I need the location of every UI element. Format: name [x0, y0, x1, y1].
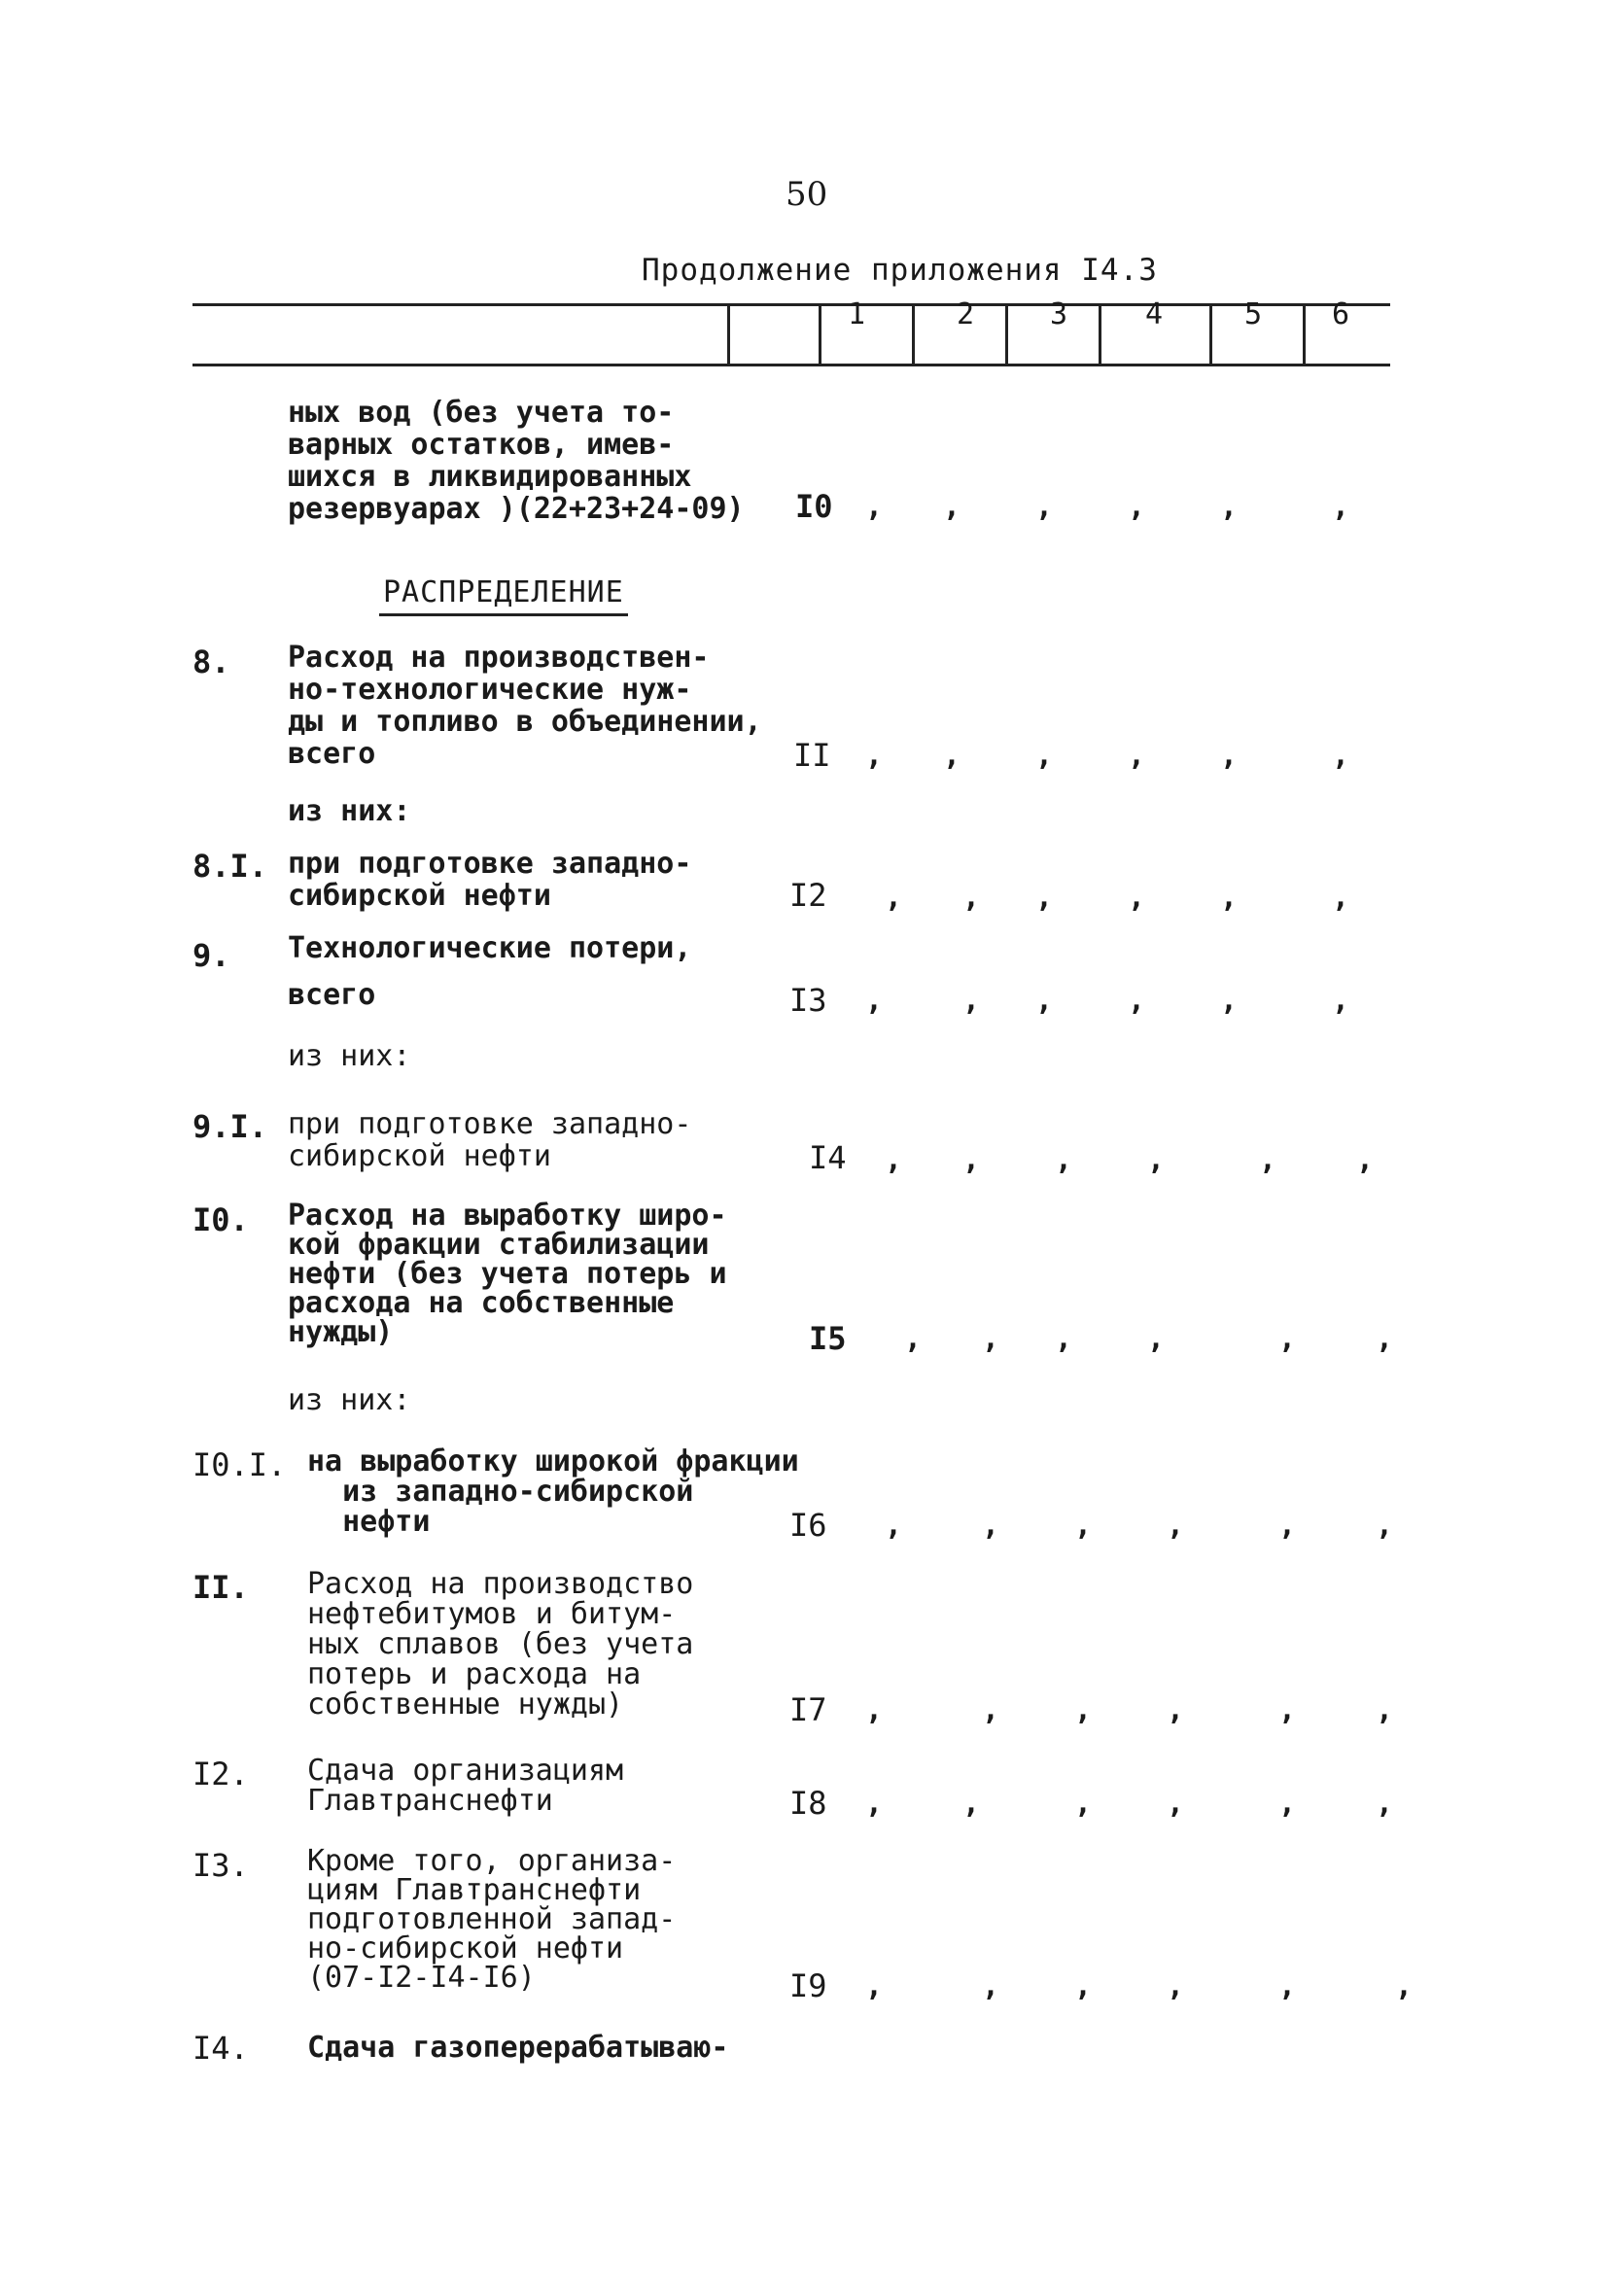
row-number: I3.	[192, 1847, 249, 1884]
row-number: II.	[192, 1569, 249, 1606]
header-divider	[1005, 303, 1008, 365]
section-heading: РАСПРЕДЕЛЕНИЕ	[379, 575, 628, 616]
value-placeholder: ,	[1035, 984, 1054, 1018]
value-placeholder: ,	[1332, 984, 1350, 1018]
row-code: I6	[789, 1507, 827, 1544]
column-header: 5	[1244, 297, 1263, 331]
value-placeholder: ,	[1128, 739, 1146, 773]
value-placeholder: ,	[865, 1693, 884, 1727]
row-number: I2.	[192, 1756, 249, 1792]
value-placeholder: ,	[1376, 1787, 1394, 1821]
value-placeholder: ,	[1055, 1143, 1073, 1177]
subheading: из них:	[288, 1383, 411, 1417]
row-text: Сдача организациям Главтранснефти	[307, 1754, 624, 1818]
value-placeholder: ,	[885, 1143, 903, 1177]
value-placeholder: ,	[982, 1322, 1000, 1356]
value-placeholder: ,	[1376, 1693, 1394, 1727]
value-placeholder: ,	[943, 490, 961, 524]
value-placeholder: ,	[982, 1693, 1000, 1727]
row-text: Расход на производство нефтебитумов и битум- ных сплавов (без учета потерь и расхода на собственные нужды)	[307, 1567, 694, 1722]
value-placeholder: ,	[962, 984, 981, 1018]
value-placeholder: ,	[943, 739, 961, 773]
row-code: I7	[789, 1691, 827, 1728]
row-code: I4	[809, 1139, 847, 1176]
header-divider	[1099, 303, 1101, 365]
subheading: из них:	[288, 1039, 411, 1073]
value-placeholder: ,	[1278, 1787, 1297, 1821]
value-placeholder: ,	[1220, 984, 1239, 1018]
value-placeholder: ,	[1220, 490, 1239, 524]
row-code: I8	[789, 1785, 827, 1822]
value-placeholder: ,	[1332, 490, 1350, 524]
header-divider	[1303, 303, 1306, 365]
row-code: I3	[789, 982, 827, 1019]
column-header: 2	[957, 297, 975, 331]
row-number: 9.I.	[192, 1108, 268, 1145]
value-placeholder: ,	[1074, 1787, 1093, 1821]
value-placeholder: ,	[885, 1509, 903, 1543]
value-placeholder: ,	[1128, 881, 1146, 915]
value-placeholder: ,	[1128, 490, 1146, 524]
value-placeholder: ,	[1395, 1969, 1414, 2003]
value-placeholder: ,	[962, 1787, 981, 1821]
value-placeholder: ,	[1147, 1143, 1166, 1177]
row-number: I4.	[192, 2030, 249, 2067]
value-placeholder: ,	[962, 881, 981, 915]
value-placeholder: ,	[1167, 1787, 1185, 1821]
value-placeholder: ,	[1220, 739, 1239, 773]
row-text: при подготовке западно- сибирской нефти	[288, 1107, 692, 1173]
value-placeholder: ,	[865, 1787, 884, 1821]
header-divider	[819, 303, 821, 365]
row-text: Технологические потери, всего	[288, 931, 692, 1012]
row-code: I0	[795, 488, 833, 525]
column-header: 6	[1332, 297, 1350, 331]
value-placeholder: ,	[1035, 881, 1054, 915]
value-placeholder: ,	[865, 490, 884, 524]
value-placeholder: ,	[865, 1969, 884, 2003]
row-text: Сдача газоперерабатываю-	[307, 2031, 729, 2065]
column-header: 1	[848, 297, 866, 331]
continuation-title: Продолжение приложения I4.3	[642, 253, 1158, 288]
value-placeholder: ,	[1278, 1322, 1297, 1356]
value-placeholder: ,	[982, 1509, 1000, 1543]
header-divider	[912, 303, 915, 365]
row-number: 9.	[192, 937, 230, 974]
value-placeholder: ,	[1278, 1693, 1297, 1727]
value-placeholder: ,	[1167, 1693, 1185, 1727]
value-placeholder: ,	[1376, 1509, 1394, 1543]
value-placeholder: ,	[1167, 1969, 1185, 2003]
value-placeholder: ,	[885, 881, 903, 915]
row-text: Кроме того, организа- циям Главтранснефти подготовленной запад- но-сибирской нефти (07-I2-I4-I6)	[307, 1844, 677, 1995]
row-number: I0.	[192, 1201, 249, 1238]
value-placeholder: ,	[1376, 1322, 1394, 1356]
row-number: 8.	[192, 644, 230, 680]
column-header: 4	[1145, 297, 1164, 331]
row-text: на выработку широкой фракции из западно-сибирской нефти	[307, 1444, 799, 1539]
page-number: 50	[786, 175, 828, 214]
value-placeholder: ,	[1147, 1322, 1166, 1356]
value-placeholder: ,	[1074, 1509, 1093, 1543]
value-placeholder: ,	[1356, 1143, 1375, 1177]
value-placeholder: ,	[1074, 1969, 1093, 2003]
value-placeholder: ,	[1074, 1693, 1093, 1727]
value-placeholder: ,	[962, 1143, 981, 1177]
header-divider	[727, 303, 730, 365]
value-placeholder: ,	[1332, 881, 1350, 915]
value-placeholder: ,	[904, 1322, 923, 1356]
value-placeholder: ,	[1278, 1969, 1297, 2003]
value-placeholder: ,	[1055, 1322, 1073, 1356]
value-placeholder: ,	[1278, 1509, 1297, 1543]
row-number: I0.I.	[192, 1446, 287, 1483]
value-placeholder: ,	[865, 984, 884, 1018]
row-code: II	[793, 737, 831, 774]
value-placeholder: ,	[1259, 1143, 1277, 1177]
value-placeholder: ,	[1332, 739, 1350, 773]
row-text: при подготовке западно- сибирской нефти	[288, 847, 692, 913]
row-text: Расход на выработку широ- кой фракции стабилизации нефти (без учета потерь и расхода на собственные нужды)	[288, 1199, 727, 1349]
row-number: 8.I.	[192, 848, 268, 885]
row-code: I2	[789, 877, 827, 914]
value-placeholder: ,	[1128, 984, 1146, 1018]
value-placeholder: ,	[1220, 881, 1239, 915]
row-code: I9	[789, 1967, 827, 2004]
row-text: ных вод (без учета то- варных остатков, имев- шихся в ликвидированных резервуарах )(22+23+24-09)	[288, 396, 745, 526]
column-header: 3	[1050, 297, 1068, 331]
row-text: Расход на производствен- но-технологические нуж- ды и топливо в объединении, всего	[288, 641, 762, 771]
value-placeholder: ,	[865, 739, 884, 773]
row-code: I5	[809, 1320, 847, 1357]
value-placeholder: ,	[1035, 490, 1054, 524]
subheading: из них:	[288, 794, 411, 828]
header-divider	[1209, 303, 1212, 365]
value-placeholder: ,	[1035, 739, 1054, 773]
value-placeholder: ,	[982, 1969, 1000, 2003]
value-placeholder: ,	[1167, 1509, 1185, 1543]
